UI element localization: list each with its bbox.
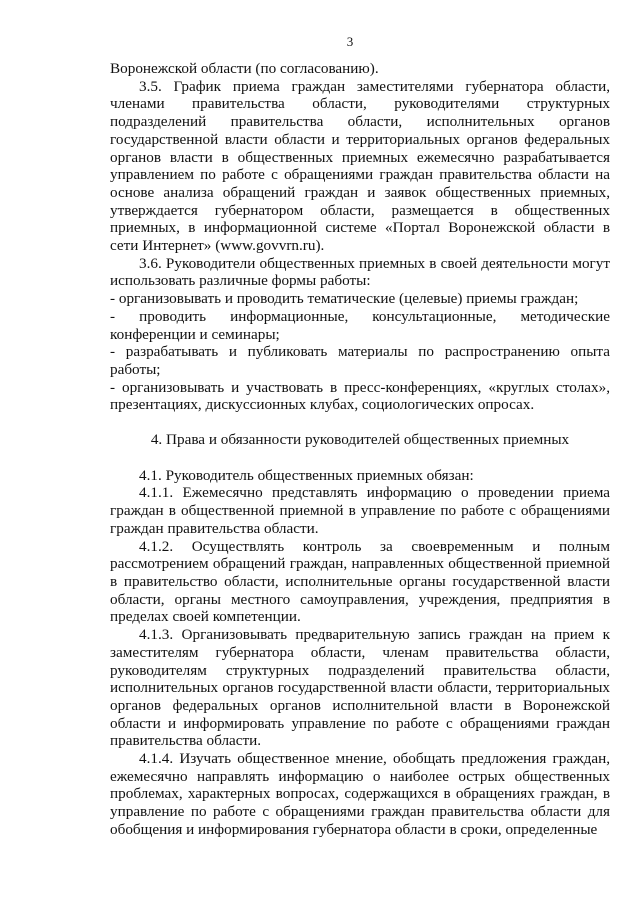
document-body [110, 60, 610, 839]
paragraph-4-1-4: 4.1.4. Изучать общественное мнение, обобщать предложения граждан, ежемесячно направлять информацию о наиболее острых общественных проблемах, характерных вопросах, содержащихся в обращениях граждан, в управление по работе с обращениями граждан правительства области для обобщения и информирования губернатора области в сроки, определенные [110, 750, 610, 838]
paragraph-3-5: 3.5. График приема граждан заместителями губернатора области, членами правительства области, руководителями структурных подразделений правительства области, исполнительных органов государственной власти области и территориальных органов федеральных органов власти в общественных приемных ежемесячно разрабатывается управлением по работе с обращениями граждан правительства области на основе анализа обращений граждан и заявок общественных приемных, утверждается губернатором области, размещается в общественных приемных, в информационной системе «Портал Воронежской области в сети Интернет» (www.govvrn.ru). [110, 77, 610, 255]
paragraph-3-6: 3.6. Руководители общественных приемных в своей деятельности могут использовать различные формы работы: [110, 254, 610, 290]
paragraph-4-1-2: 4.1.2. Осуществлять контроль за своевременным и полным рассмотрением обращений граждан, направленных общественной приемной в правительство области, исполнительные органы государственной власти области, органы местного самоуправления, учреждения, предприятия в пределах своей компетенции. [110, 537, 610, 626]
list-item: - организовывать и проводить тематические (целевые) приемы граждан; [110, 290, 579, 308]
list-item: - проводить информационные, консультационные, методические конференции и семинары; [110, 307, 610, 343]
paragraph-continuation: Воронежской области (по согласованию). [110, 60, 379, 77]
paragraph-4-1-1: 4.1.1. Ежемесячно представлять информацию о проведении приема граждан в общественной приемной в управление по работе с обращениями граждан правительства области. [110, 484, 610, 537]
page-number: 3 [346, 34, 354, 49]
list-item: - разрабатывать и публиковать материалы по распространению опыта работы; [110, 343, 610, 378]
paragraph-4-1-3: 4.1.3. Организовывать предварительную запись граждан на прием к заместителям губернатора области, членам правительства области, руководителям структурных подразделений правительства области, исполнительных органов государственной власти области, территориальных органов федеральных органов исполнительной власти в Воронежской области и информировать управление по работе с обращениями граждан правительства области. [110, 626, 610, 750]
section-heading-4: 4. Права и обязанности руководителей общественных приемных [150, 431, 570, 449]
paragraph-4-1: 4.1. Руководитель общественных приемных обязан: [139, 466, 474, 484]
list-item: - организовывать и участвовать в пресс-конференциях, «круглых столах», презентациях, дискуссионных клубах, социологических опросах. [110, 378, 610, 414]
